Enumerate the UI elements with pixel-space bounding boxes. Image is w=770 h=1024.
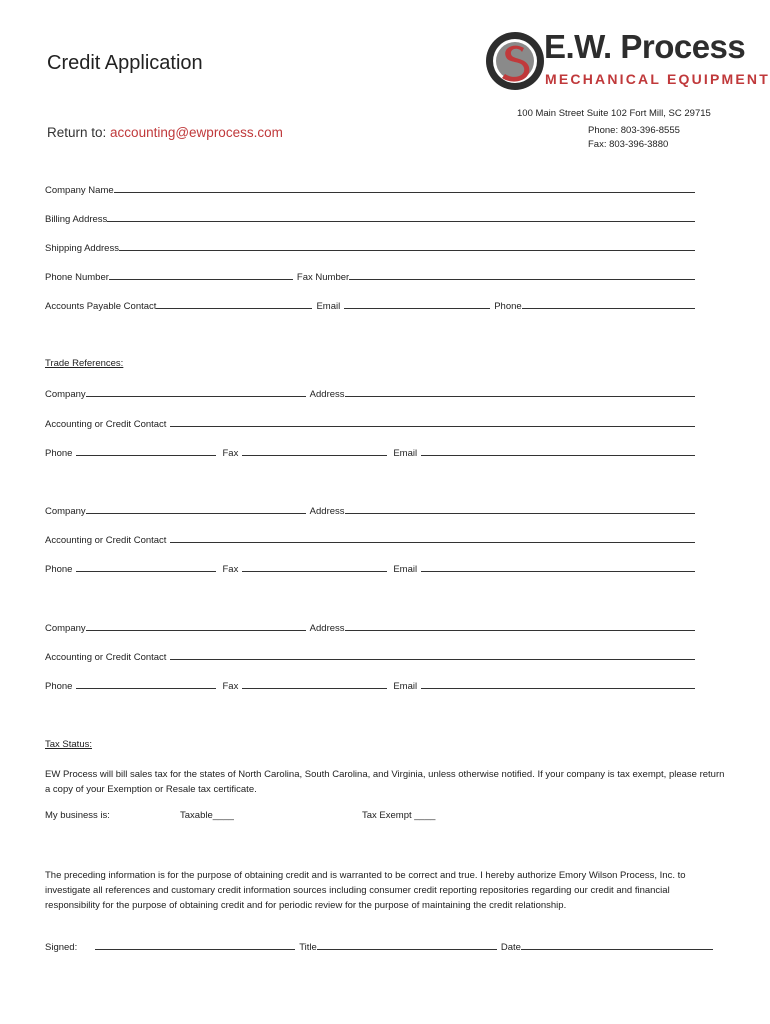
ref2-contact-field[interactable] [170,533,695,543]
ref3-contact-label: Accounting or Credit Contact [45,652,167,663]
shipping-address-field[interactable] [119,241,695,251]
ref2-company-label: Company [45,506,86,517]
ew-process-logo-icon [484,30,546,92]
ref1-email-field[interactable] [421,446,695,456]
billing-address-field[interactable] [107,212,695,222]
ref3-address-label: Address [309,623,345,634]
ref1-company-row [45,387,695,400]
signature-row [45,940,713,953]
ref2-email-label: Email [393,564,418,575]
logo-name: E.W. Process [544,28,746,65]
ref1-phone-label: Phone [45,448,73,459]
phone-number-label: Phone Number [45,272,109,283]
ref1-phone-field[interactable] [76,446,216,456]
ref2-address-field[interactable] [345,504,695,514]
ref1-company-field[interactable] [86,387,306,397]
phone-fax-row [45,270,695,283]
ref1-contact-row [45,417,695,430]
fax-number-field[interactable] [349,270,695,280]
return-label: Return to: [47,125,107,140]
ref3-company-field[interactable] [86,621,306,631]
ref1-address-field[interactable] [345,387,695,397]
tax-exempt-option[interactable]: Tax Exempt ____ [362,810,436,821]
ref3-contact-field[interactable] [170,650,695,660]
title-label: Title [299,942,317,953]
tax-status-text: EW Process will bill sales tax for the states of North Carolina, South Carolina, and Virginia, unless otherwise notified. If your company is tax exempt, please return a copy of your Exemption or Resale tax certificate. [45,769,725,795]
ap-phone-field[interactable] [522,299,695,309]
ref3-fax-label: Fax [222,681,239,692]
company-name-label: Company Name [45,185,114,196]
ref3-company-row [45,621,695,634]
ap-email-label: Email [316,301,341,312]
ref1-fax-label: Fax [222,448,239,459]
date-label: Date [500,942,521,953]
billing-address-row [45,212,695,225]
ref2-contact-row [45,533,695,546]
shipping-address-row [45,241,695,254]
ref2-phone-field[interactable] [76,562,216,572]
ref1-contact-label: Accounting or Credit Contact [45,419,167,430]
ref3-address-field[interactable] [345,621,695,631]
ref2-company-row [45,504,695,517]
ap-contact-field[interactable] [156,299,312,309]
company-address: 100 Main Street Suite 102 Fort Mill, SC 29715 [517,108,711,119]
ap-email-field[interactable] [344,299,490,309]
ref1-address-label: Address [309,389,345,400]
ap-phone-label: Phone [494,301,522,312]
billing-address-label: Billing Address [45,214,108,225]
return-to [47,125,283,140]
title-field[interactable] [317,940,497,950]
ref1-email-label: Email [393,448,418,459]
ref1-contact-field[interactable] [170,417,695,427]
signed-label: Signed: [45,942,78,953]
company-name-field[interactable] [114,183,695,193]
logo-subtitle: MECHANICAL EQUIPMENT [545,71,770,87]
ref2-company-field[interactable] [86,504,306,514]
ref3-contact-row [45,650,695,663]
ref1-fax-field[interactable] [242,446,387,456]
taxable-option[interactable]: Taxable____ [180,810,234,821]
return-email-link[interactable]: accounting@ewprocess.com [110,125,283,140]
authorization-text: The preceding information is for the purpose of obtaining credit and is warranted to be correct and true. I hereby authorize Emory Wilson Process, Inc. to investigate all references and customary credit information sources including consumer credit reporting repositories regarding our credit and financial responsibility for the purpose of obtaining credit and for periodic review for the purpose of maintaining the credit relationship. [45,870,686,911]
ref2-fax-label: Fax [222,564,239,575]
business-type-label: My business is: [45,810,110,821]
fax-number-label: Fax Number [296,272,350,283]
ref1-phone-row [45,446,695,459]
ref3-email-label: Email [393,681,418,692]
ref2-address-label: Address [309,506,345,517]
ref2-phone-label: Phone [45,564,73,575]
ref2-phone-row [45,562,695,575]
tax-status-heading: Tax Status: [45,739,92,750]
signature-field[interactable] [95,940,295,950]
company-phone: Phone: 803-396-8555 [588,125,680,136]
ref2-email-field[interactable] [421,562,695,572]
ref3-phone-label: Phone [45,681,73,692]
ref3-email-field[interactable] [421,679,695,689]
ref3-phone-row [45,679,695,692]
ref2-fax-field[interactable] [242,562,387,572]
ref1-company-label: Company [45,389,86,400]
ref3-phone-field[interactable] [76,679,216,689]
shipping-address-label: Shipping Address [45,243,119,254]
ap-contact-label: Accounts Payable Contact [45,301,157,312]
date-field[interactable] [521,940,713,950]
ref2-contact-label: Accounting or Credit Contact [45,535,167,546]
ref3-company-label: Company [45,623,86,634]
company-name-row [45,183,695,196]
trade-references-heading: Trade References: [45,358,124,369]
phone-number-field[interactable] [109,270,293,280]
page-title: Credit Application [47,52,203,74]
company-fax: Fax: 803-396-3880 [588,139,669,150]
ref3-fax-field[interactable] [242,679,387,689]
ap-contact-row [45,299,695,312]
